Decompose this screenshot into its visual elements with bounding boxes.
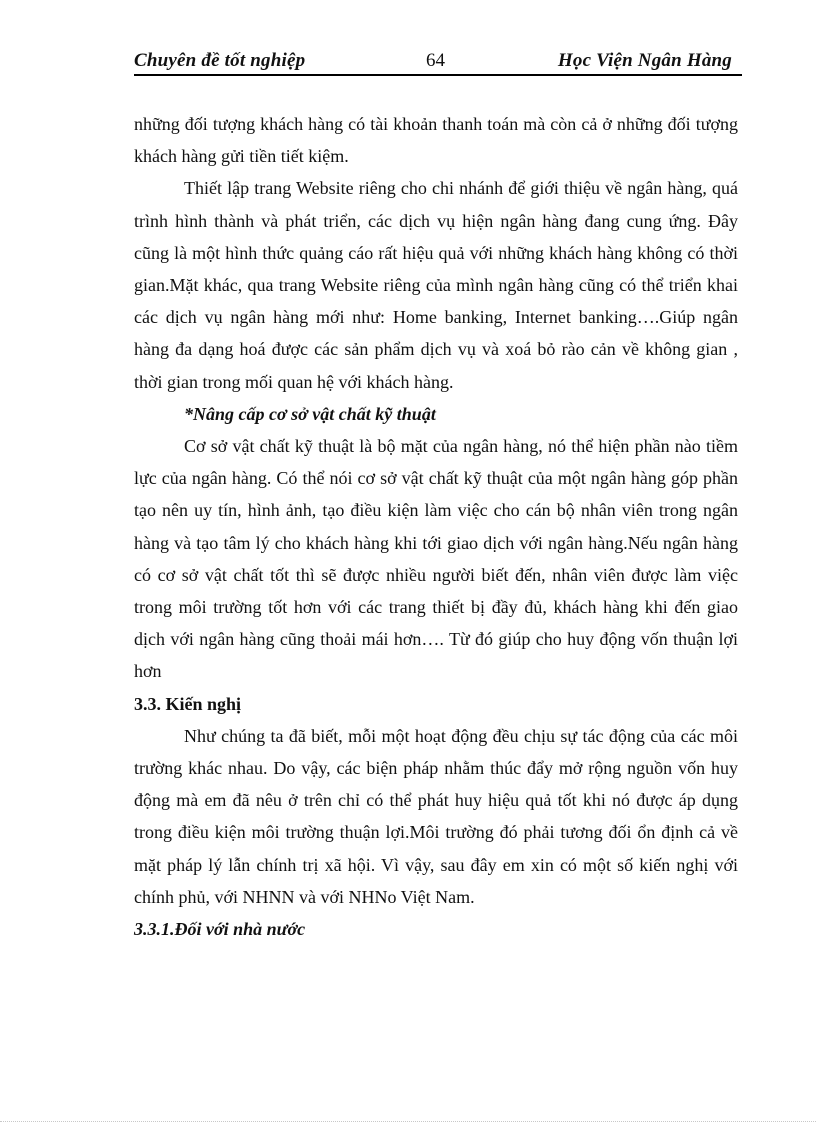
header-document-type: Chuyên đề tốt nghiệp	[134, 50, 306, 71]
header-institution: Học Viện Ngân Hàng	[557, 50, 732, 71]
paragraph-continuation: những đối tượng khách hàng có tài khoản thanh toán mà còn cả ở những đối tượng khách hàng gửi tiền tiết kiệm.	[134, 114, 738, 167]
subheading-facilities: *Nâng cấp cơ sở vật chất kỹ thuật	[184, 403, 436, 424]
section-heading-recommendations: 3.3. Kiến nghị	[134, 693, 242, 714]
paragraph-facilities: Cơ sở vật chất kỹ thuật là bộ mặt của ngân hàng, nó thể hiện phần nào tiềm lực của ngân hàng. Có thể nói cơ sở vật chất kỹ thuật của một ngân hàng góp phần tạo nên uy tín, hình ảnh, tạo điều kiện làm việc cho cán bộ nhân viên trong ngân hàng và tạo tâm lý cho khách hàng khi tới giao dịch với ngân hàng.Nếu ngân hàng có cơ sở vật chất tốt thì sẽ được nhiều người biết đến, nhân viên được làm việc trong môi trường tốt hơn với các trang thiết bị đầy đủ, khách hàng khi đến giao dịch với ngân hàng cũng thoải mái hơn…. Từ đó giúp cho huy động vốn thuận lợi hơn	[134, 436, 738, 682]
paragraph-recommendations: Như chúng ta đã biết, mỗi một hoạt động đều chịu sự tác động của các môi trường khác nhau. Do vậy, các biện pháp nhằm thúc đẩy mở rộng nguồn vốn huy động mà em đã nêu ở trên chỉ có thể phát huy hiệu quả tốt khi nó được áp dụng trong điều kiện môi trường thuận lợi.Môi trường đó phải tương đối ổn định cả về mặt pháp lý lẫn chính trị xã hội. Vì vậy, sau đây em xin có một số kiến nghị với chính phủ, với NHNN và với NHNo Việt Nam.	[134, 725, 738, 907]
page-bottom-border	[0, 1121, 816, 1122]
paragraph-website: Thiết lập trang Website riêng cho chi nhánh để giới thiệu về ngân hàng, quá trình hình thành và phát triển, các dịch vụ hiện ngân hàng đang cung ứng. Đây cũng là một hình thức quảng cáo rất hiệu quả với những khách hàng không có thời gian.Mặt khác, qua trang Website riêng của mình ngân hàng cũng có thể triển khai các dịch vụ ngân hàng mới như: Home banking, Internet banking….Giúp ngân hàng đa dạng hoá được các sản phẩm dịch vụ và xoá bỏ rào cản về không gian , thời gian trong mối quan hệ với khách hàng.	[134, 178, 738, 392]
page-number: 64	[426, 50, 445, 71]
subsection-heading-state: 3.3.1.Đối với nhà nước	[134, 919, 306, 940]
page-header	[134, 48, 742, 76]
document-body	[134, 108, 738, 945]
